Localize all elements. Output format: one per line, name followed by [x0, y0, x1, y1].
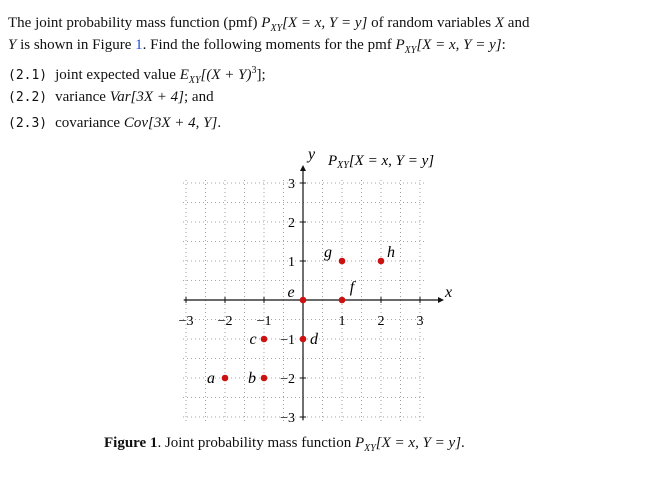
- question-item-3: (2.3) covariance Cov[3X + 4, Y].: [8, 115, 222, 131]
- pmf-point-d: [300, 336, 307, 343]
- problem-line-2: Y is shown in Figure 1. Find the following moments for the pmf $P_{XY}[X = x$, Y = y]:: [8, 37, 506, 56]
- pmf-point-e: [300, 297, 307, 304]
- pmf-point-h: [378, 258, 385, 265]
- x-axis-label: x: [445, 284, 453, 301]
- x-tick-label: 2: [377, 314, 385, 329]
- y-tick-label: −3: [280, 411, 295, 426]
- point-label-d: d: [310, 331, 318, 348]
- y-axis-label: y: [308, 146, 316, 163]
- plot-points: [207, 244, 395, 387]
- point-label-c: c: [249, 331, 257, 348]
- question-item-1: (2.1) joint expected value $E_{XY}[(X + Y)^3]$;: [8, 65, 266, 86]
- figure-ref-link[interactable]: 1: [135, 37, 143, 53]
- x-tick-label: −2: [217, 314, 233, 329]
- problem-line-1: The joint probability mass function (pmf) $P_{XY}[X = x$, Y = y] of random variables X and: [8, 15, 530, 34]
- plot-axes: [184, 165, 444, 420]
- point-label-a: a: [207, 370, 215, 387]
- point-label-f: f: [349, 279, 355, 296]
- y-tick-label: −1: [280, 333, 295, 348]
- x-axis-arrow: [438, 297, 444, 303]
- pmf-scatter-plot: [170, 145, 470, 430]
- point-label-g: g: [324, 244, 332, 261]
- point-label-e: e: [287, 284, 295, 301]
- pmf-point-a: [222, 375, 229, 382]
- point-label-h: h: [387, 244, 395, 261]
- x-tick-label: 1: [338, 314, 346, 329]
- pmf-point-g: [339, 258, 346, 265]
- pmf-point-c: [261, 336, 268, 343]
- y-tick-label: 2: [288, 216, 295, 231]
- question-item-2: (2.2) variance Var[3X + 4]; and: [8, 89, 214, 105]
- point-label-b: b: [248, 370, 256, 387]
- pmf-point-f: [339, 297, 346, 304]
- x-tick-label: 3: [416, 314, 424, 329]
- y-tick-label: 1: [288, 255, 295, 270]
- y-tick-label: −2: [280, 372, 295, 387]
- y-axis-arrow: [300, 165, 306, 171]
- x-tick-label: −1: [256, 314, 272, 329]
- pmf-point-b: [261, 375, 268, 382]
- figure-caption: Figure 1. Joint probability mass function $P_{XY}[X = x$, Y = y].: [104, 435, 465, 454]
- x-tick-label: −3: [178, 314, 194, 329]
- plot-title: $P_{XY}[X = x$, Y = y]: [328, 153, 435, 171]
- y-tick-label: 3: [288, 177, 295, 192]
